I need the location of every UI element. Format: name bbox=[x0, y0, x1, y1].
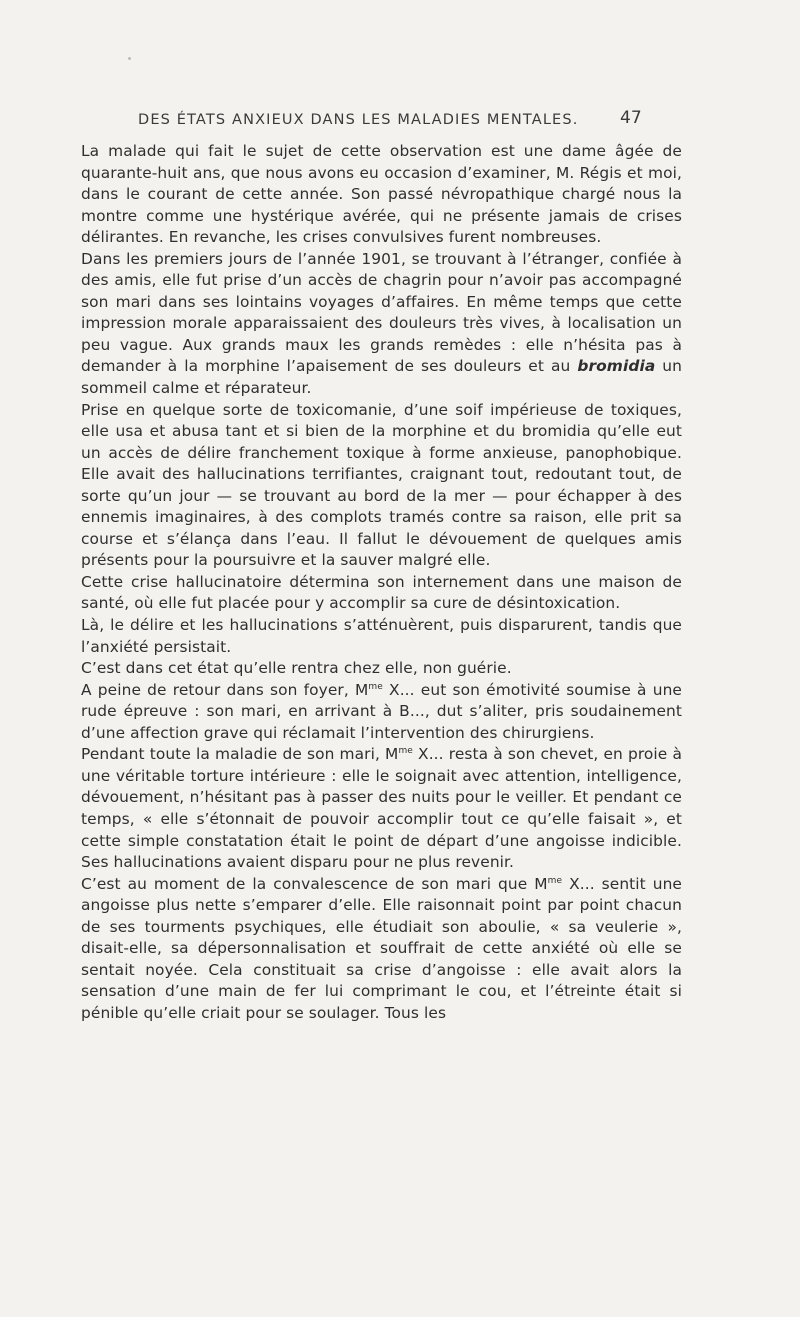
paragraph-3: Prise en quelque sorte de toxicomanie, d’une soif impérieuse de toxiques, elle usa et abusa tant et si bien de la morphine et du bromidia qu’elle eut un accès de délire franchement toxique à forme anxieuse, panophobique. Elle avait des hallucinations terrifiantes, craignant tout, redoutant tout, de sorte qu’un jour — se trouvant au bord de la mer — pour échapper à des ennemis imaginaires, à des complots tramés contre sa raison, elle prit sa course et s’élança dans l’eau. Il fallut le dévouement de quelques amis présents pour la poursuivre et la sauver malgré elle. bbox=[81, 400, 682, 570]
body-text bbox=[81, 141, 682, 1024]
paragraph-5: Là, le délire et les hallucinations s’atténuèrent, puis disparurent, tandis que l’anxiété persistait. bbox=[81, 616, 682, 656]
paragraph-1: La malade qui fait le sujet de cette observation est une dame âgée de quarante-huit ans, que nous avons eu occasion d’examiner, M. Régis et moi, dans le courant de cette année. Son passé névropathique chargé nous la montre comme une hystérique avérée, qui ne présente jamais de crises délirantes. En revanche, les crises convulsives furent nombreuses. bbox=[81, 142, 682, 247]
paragraph-4: Cette crise hallucinatoire détermina son internement dans une maison de santé, où elle fut placée pour y accomplir sa cure de désintoxication. bbox=[81, 572, 682, 613]
paragraph-7: A peine de retour dans son foyer, $M^{me}$ X... eut son émotivité soumise à une rude épreuve : son mari, en arrivant à B..., dut s’aliter, pris soudainement d’une affection grave qui réclamait l’intervention des chirurgiens. bbox=[81, 680, 682, 742]
paragraph-8: Pendant toute la maladie de son mari, $M^{me}$ X... resta à son chevet, en proie à une véritable torture intérieure : elle le soignait avec attention, intelligence, dévouement, n’hésitant pas à passer des nuits pour le veiller. Et pendant ce temps, « elle s’étonnait de pouvoir accomplir tout ce qu’elle faisait », et cette simple constatation était le point de départ d’une angoisse indicible. Ses hallucinations avaient disparu pour ne plus revenir. bbox=[81, 745, 682, 872]
page-number: 47 bbox=[620, 108, 642, 128]
paragraph-6: C’est dans cet état qu’elle rentra chez elle, non guérie. bbox=[81, 659, 512, 678]
paragraph-9: C’est au moment de la convalescence de son mari que $M^{me}$ X... sentit une angoisse plus nette s’emparer d’elle. Elle raisonnait point par point chacun de ses tourments psychiques, elle étudiait son aboulie, « sa veulerie », disait-elle, sa dépersonnalisation et souffrait de cette anxiété où elle se sentait noyée. Cela constituait sa crise d’angoisse : elle avait alors la sensation d’une main de fer lui comprimant le cou, et l’étreinte était si pénible qu’elle criait pour se soulager. Tous les bbox=[81, 874, 683, 1022]
paper-speck bbox=[128, 57, 131, 60]
running-title: DES ÉTATS ANXIEUX DANS LES MALADIES MENTALES. bbox=[138, 112, 579, 128]
paragraph-2: Dans les premiers jours de l’année 1901, se trouvant à l’étranger, confiée à des amis, elle fut prise d’un accès de chagrin pour n’avoir pas accompagné son mari dans ses lointains voyages d’affaires. En même temps que cette impression morale apparaissaient des douleurs très vives, à localisation un peu vague. Aux grands maux les grands remèdes : elle n’hésita pas à demander à la morphine l’apaisement de ses douleurs et au bromidia un sommeil calme et réparateur. bbox=[81, 249, 682, 398]
italic-term: bromidia bbox=[577, 357, 656, 376]
